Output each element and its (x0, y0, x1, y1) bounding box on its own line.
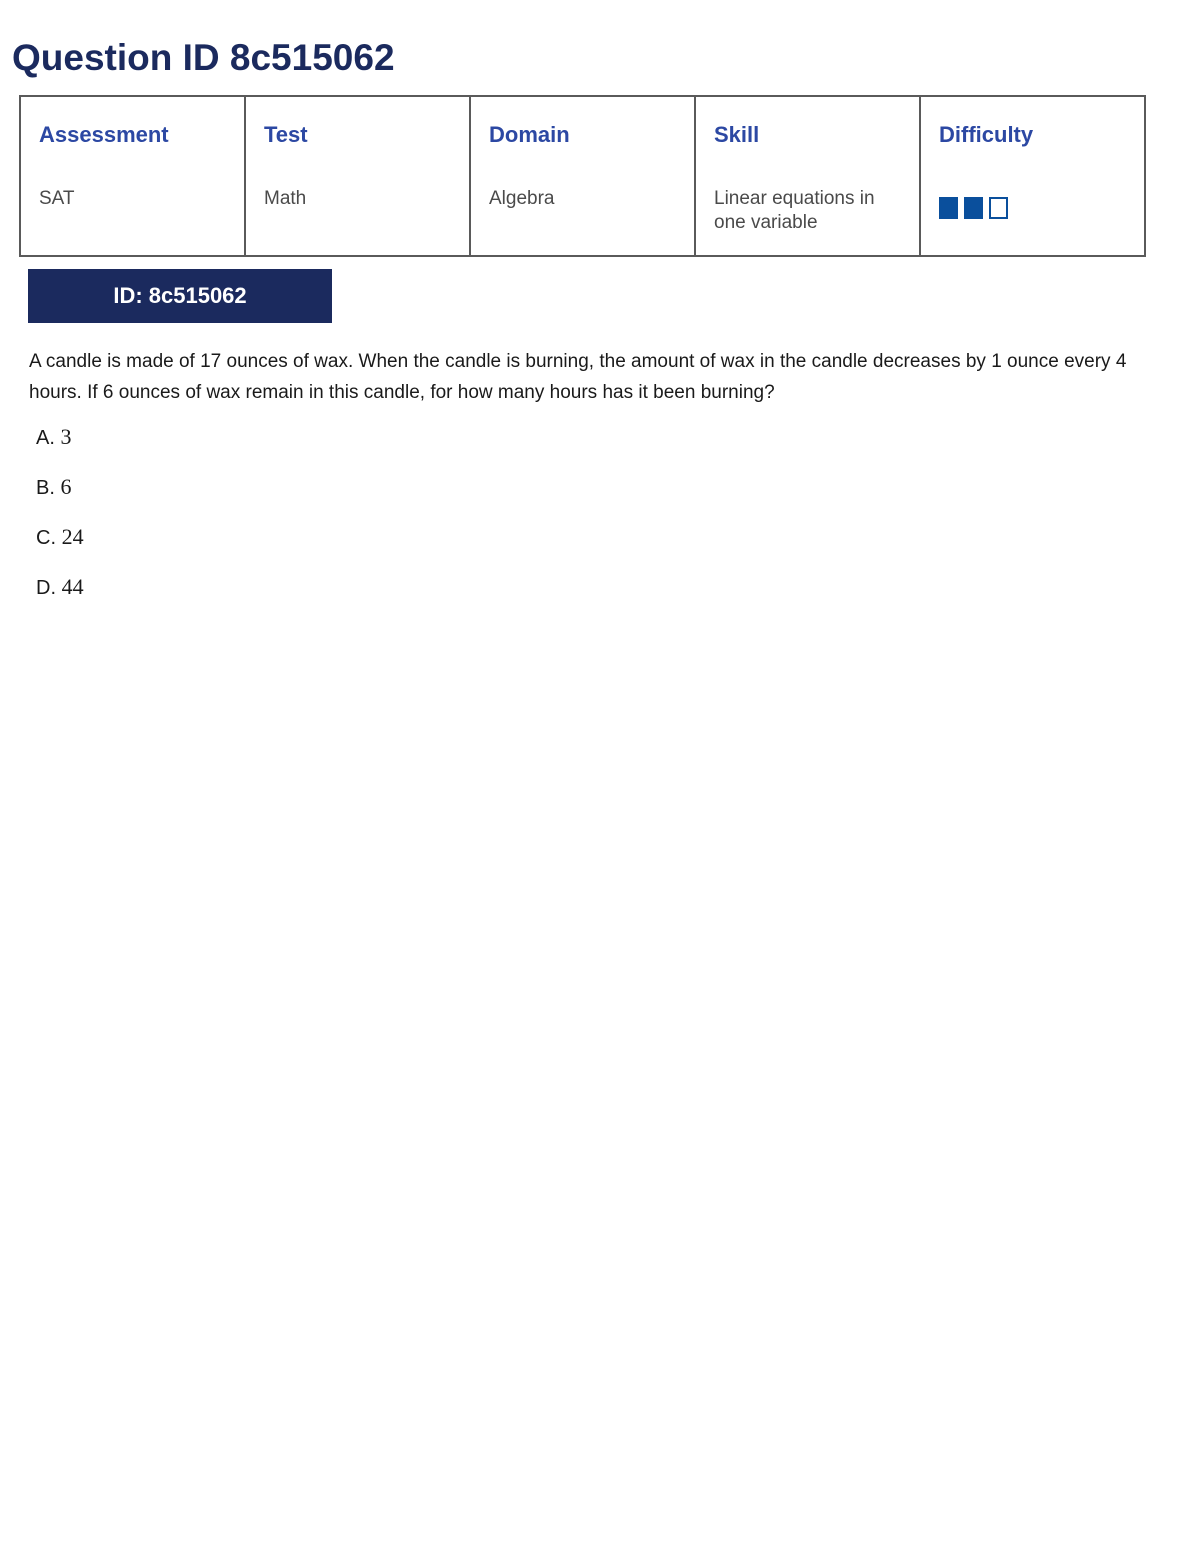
question-id-badge: ID: 8c515062 (28, 269, 332, 323)
domain-cell (470, 96, 695, 256)
assessment-cell (20, 96, 245, 256)
choice-value: 24 (61, 524, 84, 549)
test-value: Math (264, 188, 307, 209)
test-header: Test (264, 122, 308, 147)
assessment-value: SAT (39, 188, 75, 209)
difficulty-cell (920, 96, 1145, 256)
question-metadata-table (19, 95, 1146, 257)
test-cell (245, 96, 470, 256)
skill-cell (695, 96, 920, 256)
difficulty-box-3 (989, 197, 1008, 219)
domain-header: Domain (489, 122, 570, 147)
choice-letter: B. (36, 477, 61, 499)
difficulty-header: Difficulty (939, 122, 1034, 147)
choice-letter: A. (36, 427, 61, 449)
choice-letter: C. (36, 527, 62, 549)
skill-header: Skill (714, 122, 760, 147)
difficulty-box-1 (939, 197, 958, 219)
choice-letter: D. (36, 577, 62, 599)
answer-choices (36, 422, 84, 622)
choice-value: 44 (61, 574, 84, 599)
difficulty-box-2 (964, 197, 983, 219)
choice-value: 3 (60, 424, 72, 449)
choice-a[interactable] (36, 422, 84, 472)
domain-value: Algebra (489, 188, 555, 209)
choice-d[interactable] (36, 572, 84, 622)
question-text: A candle is made of 17 ounces of wax. When the candle is burning, the amount of wax in the candle decreases by 1 ounce every 4 hours. If 6 ounces of wax remain in this candle, for how many hours has it been burning? (29, 351, 1127, 403)
assessment-header: Assessment (39, 122, 169, 147)
choice-b[interactable] (36, 472, 84, 522)
skill-value: Linear equations in one variable (714, 188, 875, 233)
choice-c[interactable] (36, 522, 84, 572)
page-title: Question ID 8c515062 (12, 37, 395, 78)
choice-value: 6 (60, 474, 72, 499)
difficulty-indicator (939, 197, 1126, 219)
